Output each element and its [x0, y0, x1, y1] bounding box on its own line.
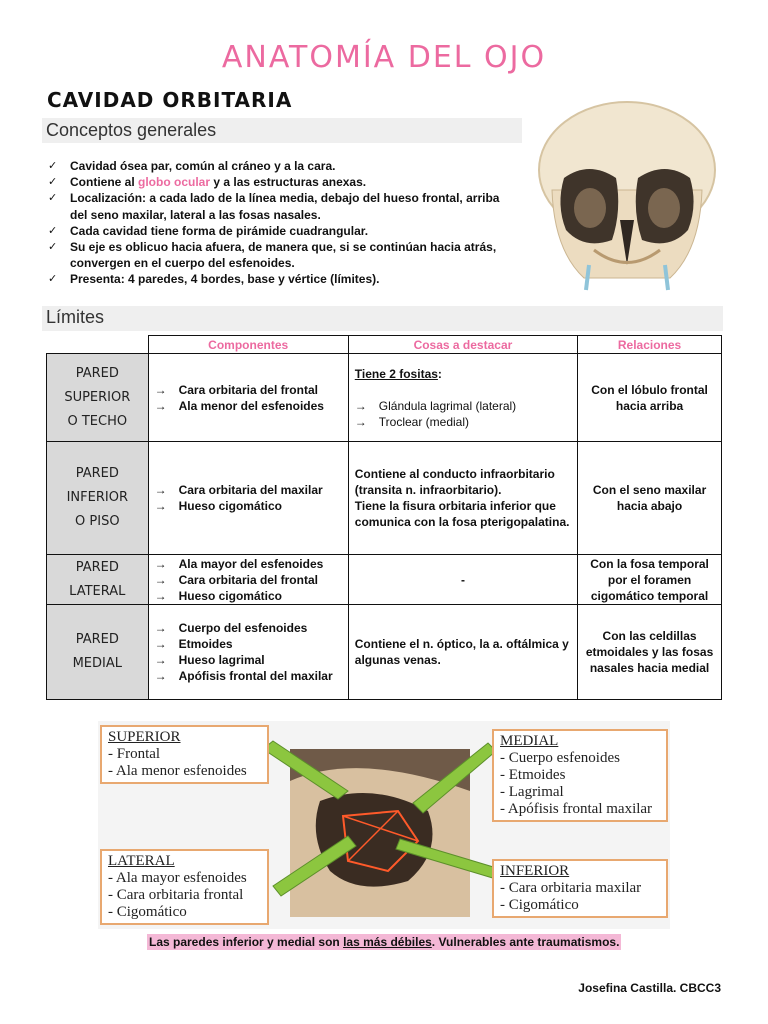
check-icon: ✓ [48, 192, 58, 205]
footnote: Las paredes inferior y medial son las más débiles. Vulnerables ante traumatismos. [149, 935, 620, 949]
relations-cell: Con las celdillas etmoidales y las fosas nasales hacia medial [578, 605, 722, 700]
arrow-right-icon: → [154, 653, 167, 667]
wall-name: PARED SUPERIOR O TECHO [47, 354, 149, 442]
wall-name: PARED INFERIOR O PISO [47, 442, 149, 555]
notes-cell: Contiene el n. óptico, la a. oftálmica y algunas venas. [348, 605, 577, 700]
relations-cell: Con el lóbulo frontal hacia arriba [578, 354, 722, 442]
column-header: Relaciones [578, 336, 722, 354]
arrow-right-icon: → [154, 621, 167, 635]
list-item: ✓ Localización: a cada lado de la línea media, debajo del hueso frontal, arriba del seno maxilar, lateral a las fosas nasales. [48, 191, 500, 222]
limits-band [42, 306, 723, 331]
list-item: ✓ Cada cavidad tiene forma de pirámide cuadrangular. [48, 223, 369, 238]
list-item: ✓ Su eje es oblicuo hacia afuera, de manera que, si se continúan hacia atrás, convergen en el cuerpo del esfenoides. [48, 240, 497, 271]
notes-cell: Contiene al conducto infraorbitario (transita n. infraorbitario). Tiene la fisura orbitaria inferior que comunica con la fosa pterigopalatina. [348, 442, 577, 555]
arrow-right-icon: → [154, 499, 167, 513]
arrow-right-icon: → [154, 382, 167, 397]
arrow-right-icon: → [154, 588, 167, 603]
wall-name: PARED MEDIAL [47, 605, 149, 700]
check-icon: ✓ [48, 176, 58, 189]
arrow-right-icon: → [154, 572, 167, 587]
components-cell: → Cara orbitaria del maxilar → Hueso cigomático [148, 442, 348, 555]
list-item: ✓ Cavidad ósea par, común al cráneo y a la cara. [48, 159, 336, 173]
list-item: ✓ Contiene al globo ocular y a las estructuras anexas. [48, 175, 367, 190]
components-cell: → Ala mayor del esfenoides → Cara orbitaria del frontal → Hueso cigomático [148, 555, 348, 605]
limits-heading: Límites [46, 307, 105, 327]
section-title: CAVIDAD ORBITARIA [47, 88, 293, 112]
author-credit: Josefina Castilla. CBCC3 [578, 981, 721, 995]
concepts-list [48, 158, 518, 288]
check-icon: ✓ [48, 160, 58, 172]
skull-illustration [534, 100, 720, 296]
check-icon: ✓ [48, 273, 58, 286]
column-header: Componentes [148, 336, 348, 354]
table-row [47, 605, 722, 700]
concepts-heading: Conceptos generales [46, 120, 217, 140]
arrow-right-icon: → [354, 414, 367, 429]
lateral-label: LATERAL - Ala mayor esfenoides - Cara orbitaria frontal - Cigomático [100, 849, 269, 925]
page-title: ANATOMÍA DEL OJO [221, 40, 547, 75]
components-cell: → Cara orbitaria del frontal → Ala menor del esfenoides [148, 354, 348, 442]
highlight-text: globo ocular [138, 175, 211, 190]
table-header-row [47, 336, 722, 354]
relations-cell: Con el seno maxilar hacia abajo [578, 442, 722, 555]
inferior-label: INFERIOR - Cara orbitaria maxilar - Cigomático [492, 859, 668, 918]
list-item: ✓ Presenta: 4 paredes, 4 bordes, base y vértice (límites). [48, 272, 380, 287]
check-icon: ✓ [48, 224, 58, 237]
table-row [47, 354, 722, 442]
check-icon: ✓ [48, 241, 58, 254]
orbit-diagram [98, 721, 670, 929]
arrow-right-icon: → [154, 483, 167, 497]
arrow-right-icon: → [154, 669, 167, 683]
medial-label: MEDIAL - Cuerpo esfenoides - Etmoides - Lagrimal - Apófisis frontal maxilar [492, 729, 668, 822]
arrow-right-icon: → [354, 398, 367, 413]
arrow-right-icon: → [154, 398, 167, 413]
column-header: Cosas a destacar [348, 336, 577, 354]
table-row [47, 555, 722, 605]
components-cell: → Cuerpo del esfenoides → Etmoides → Hueso lagrimal → Apófisis frontal del maxilar [148, 605, 348, 700]
notes-cell: Tiene 2 fositas: → Glándula lagrimal (lateral) → Troclear (medial) [348, 354, 577, 442]
arrow-right-icon: → [154, 637, 167, 651]
table-row [47, 442, 722, 555]
relations-cell: Con la fosa temporal por el foramen cigomático temporal [578, 555, 722, 605]
superior-label: SUPERIOR - Frontal - Ala menor esfenoides [100, 725, 269, 784]
wall-name: PARED LATERAL [47, 555, 149, 605]
walls-table [46, 335, 722, 700]
arrow-right-icon: → [154, 556, 167, 571]
notes-cell: - [348, 555, 577, 605]
